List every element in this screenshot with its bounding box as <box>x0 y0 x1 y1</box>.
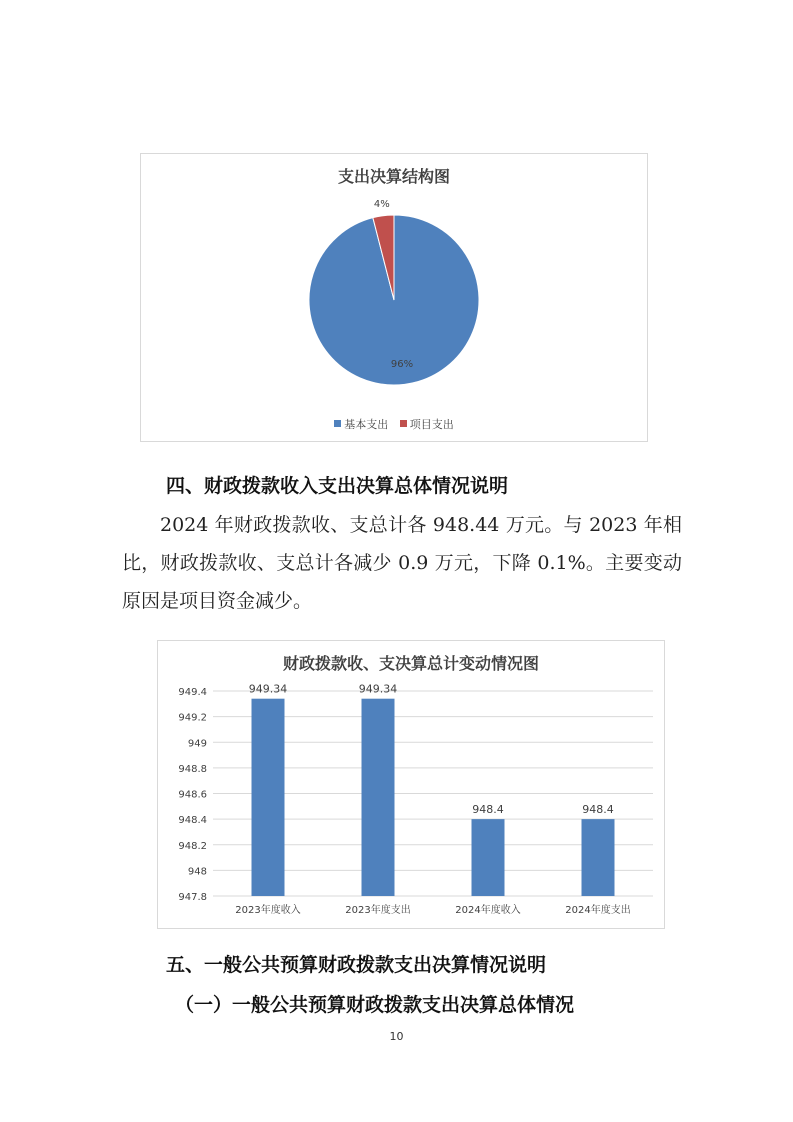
legend-swatch-project <box>400 420 407 427</box>
bar-0 <box>252 699 285 896</box>
x-tick-label-0: 2023年度收入 <box>235 905 301 916</box>
y-tick-label-7: 949.2 <box>178 712 207 724</box>
section5-subheading: （一）一般公共预算财政拨款支出决算总体情况 <box>175 994 575 1016</box>
bar-data-label-1: 949.34 <box>358 682 398 696</box>
pie-chart-plot <box>141 154 649 443</box>
bar-chart <box>157 640 665 929</box>
page-number: 10 <box>389 1030 404 1043</box>
section4-paragraph <box>122 506 682 620</box>
y-tick-label-8: 949.4 <box>178 687 207 698</box>
section4-heading: 四、财政拨款收入支出决算总体情况说明 <box>166 475 509 497</box>
bar-data-label-3: 948.4 <box>582 803 614 817</box>
y-tick-label-2: 948.2 <box>178 840 207 852</box>
y-tick-label-3: 948.4 <box>178 815 207 827</box>
x-tick-label-1: 2023年度支出 <box>345 905 411 916</box>
bar-1 <box>362 699 395 896</box>
pie-chart-title: 支出决算结构图 <box>337 167 450 186</box>
bar-data-label-0: 949.34 <box>248 682 288 696</box>
legend-label-basic: 基本支出 <box>344 418 389 431</box>
pie-slice-label-1: 4% <box>373 198 390 210</box>
y-tick-label-6: 949 <box>187 738 207 750</box>
y-tick-label-0: 947.8 <box>178 892 207 903</box>
pie-chart <box>140 153 648 442</box>
pie-slice-label-0: 96% <box>390 359 414 371</box>
x-tick-label-3: 2024年度支出 <box>565 905 631 916</box>
y-tick-label-5: 948.8 <box>178 763 207 775</box>
legend-item-project <box>400 416 454 432</box>
legend-item-basic <box>334 416 388 432</box>
section4-paragraph-text: 2024 年财政拨款收、支总计各 948.44 万元。与 2023 年相比，财政拨款收、支总计各减少 0.9 万元，下降 0.1%。主要变动原因是项目资金减少。 <box>122 514 682 612</box>
y-tick-label-4: 948.6 <box>178 789 207 801</box>
section5-heading: 五、一般公共预算财政拨款支出决算情况说明 <box>166 954 547 976</box>
bar-data-label-2: 948.4 <box>472 803 504 817</box>
bar-chart-plot <box>158 641 666 930</box>
legend-swatch-basic <box>334 420 341 427</box>
bar-2 <box>472 819 505 896</box>
bar-3 <box>582 819 615 896</box>
legend-label-project: 项目支出 <box>409 418 454 431</box>
bar-chart-title: 财政拨款收、支决算总计变动情况图 <box>282 654 539 673</box>
x-tick-label-2: 2024年度收入 <box>455 905 521 916</box>
y-tick-label-1: 948 <box>187 866 207 878</box>
pie-legend <box>141 416 647 432</box>
